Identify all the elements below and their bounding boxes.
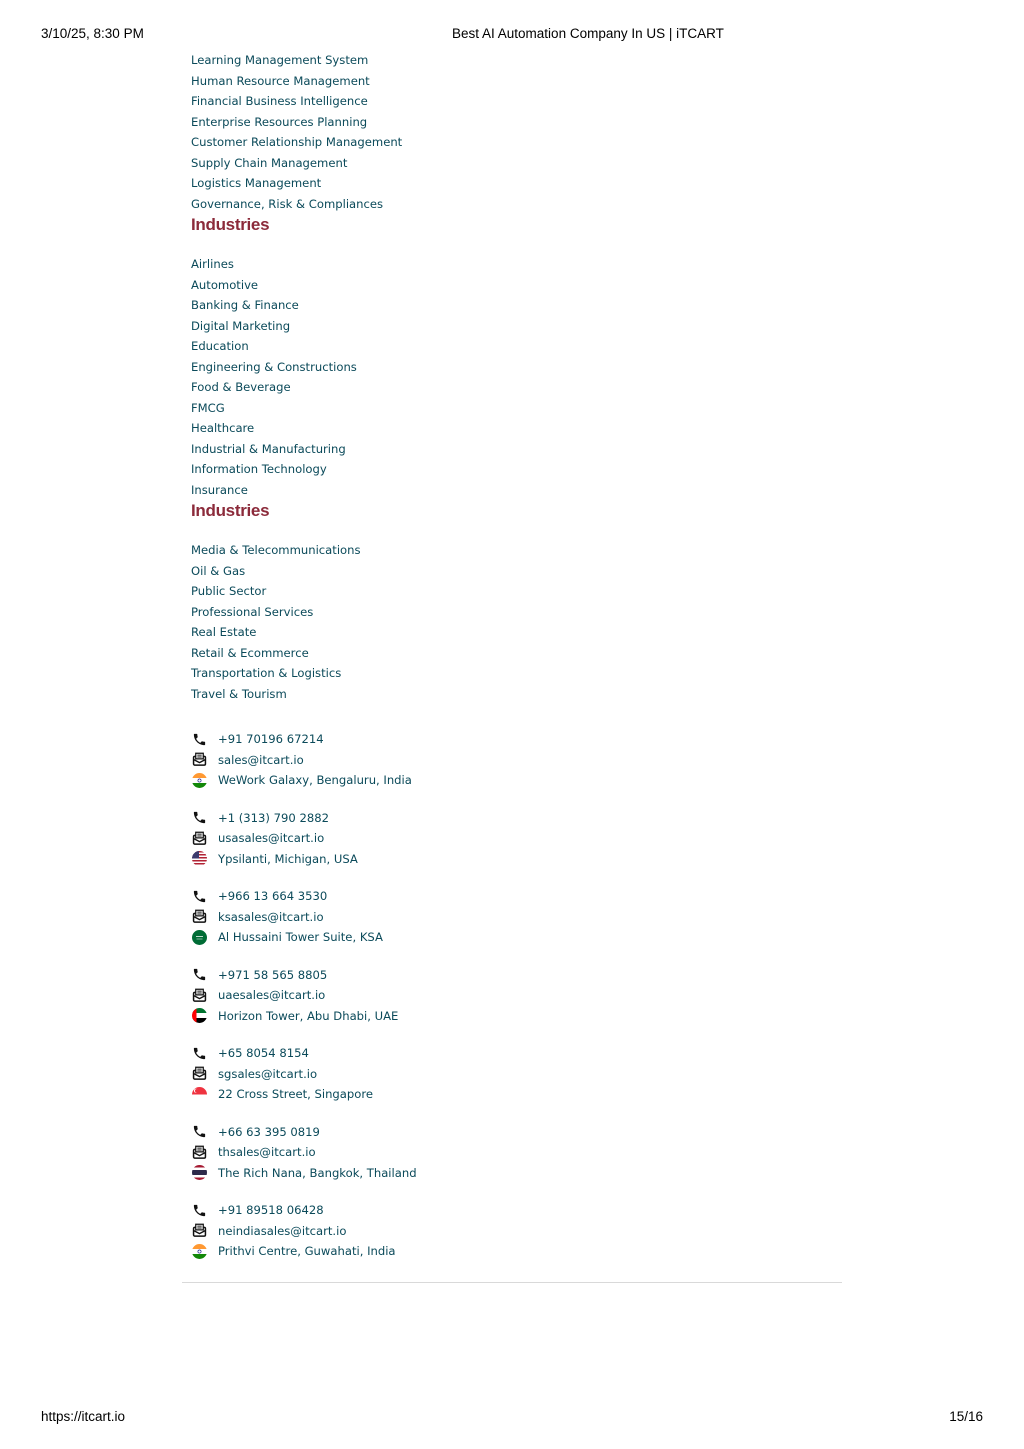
phone-link[interactable]: +971 58 565 8805 [218,967,328,982]
solution-link-enterprise-resources-planning[interactable]: Enterprise Resources Planning [191,114,368,129]
email-link-row[interactable] [191,828,841,849]
office-contact-block [191,1200,841,1262]
office-contact-block [191,1122,841,1184]
email-link[interactable]: sales@itcart.io [218,752,304,767]
industry-link-automotive[interactable]: Automotive [191,277,259,292]
phone-icon [191,810,207,826]
industry-link-digital-marketing[interactable]: Digital Marketing [191,318,291,333]
phone-link[interactable]: +91 70196 67214 [218,732,324,747]
office-address: Ypsilanti, Michigan, USA [218,851,358,866]
industry-link-real-estate[interactable]: Real Estate [191,625,257,639]
phone-link-row[interactable] [191,965,841,986]
phone-link-row[interactable] [191,729,841,750]
office-address-row [191,770,841,791]
phone-link-row[interactable] [191,808,841,829]
email-icon [191,830,207,846]
footer-divider [182,1282,842,1283]
industries-list-2 [191,540,841,704]
industry-link-information-technology[interactable]: Information Technology [191,462,327,476]
saudi-flag-icon [191,929,207,945]
industry-link-media-and-telecommunications[interactable]: Media & Telecommunications [191,543,361,557]
office-address-row [191,1241,841,1262]
office-address: 22 Cross Street, Singapore [218,1087,373,1102]
email-link[interactable]: ksasales@itcart.io [218,909,324,924]
industry-link-public-sector[interactable]: Public Sector [191,584,267,598]
phone-icon [191,1124,207,1140]
solutions-list [191,50,841,214]
email-link-row[interactable] [191,985,841,1006]
office-address-row [191,927,841,948]
phone-icon [191,731,207,747]
email-icon [191,987,207,1003]
office-contact-block [191,808,841,870]
phone-icon [191,967,207,983]
industries-list [191,254,841,500]
print-header [0,26,1024,44]
industry-link-insurance[interactable]: Insurance [191,482,248,497]
email-link-row[interactable] [191,750,841,771]
footer-content [191,50,841,1279]
email-link-row[interactable] [191,1221,841,1242]
email-link[interactable]: neindiasales@itcart.io [218,1223,347,1238]
print-page-title: Best AI Automation Company In US | iTCART [452,26,724,41]
solution-link-supply-chain-management[interactable]: Supply Chain Management [191,155,348,170]
industry-link-food-and-beverage[interactable]: Food & Beverage [191,380,291,394]
email-icon [191,1144,207,1160]
industry-link-education[interactable]: Education [191,339,249,353]
solution-link-logistics-management[interactable]: Logistics Management [191,176,322,190]
industry-link-industrial-and-manufacturing[interactable]: Industrial & Manufacturing [191,441,346,456]
office-address-row [191,849,841,870]
solution-link-learning-management-system[interactable]: Learning Management System [191,53,369,67]
email-link-row[interactable] [191,1142,841,1163]
uae-flag-icon [191,1008,207,1024]
office-address-row [191,1006,841,1027]
office-address: Prithvi Centre, Guwahati, India [218,1244,396,1259]
industry-link-engineering-and-constructions[interactable]: Engineering & Constructions [191,359,357,374]
office-address: WeWork Galaxy, Bengaluru, India [218,773,412,788]
phone-link-row[interactable] [191,1200,841,1221]
email-icon [191,752,207,768]
office-contact-block [191,729,841,791]
industry-link-transportation-and-logistics[interactable]: Transportation & Logistics [191,666,342,680]
office-address: Al Hussaini Tower Suite, KSA [218,930,383,945]
thailand-flag-icon [191,1165,207,1181]
email-link-row[interactable] [191,1064,841,1085]
india-flag-icon [191,1243,207,1259]
phone-icon [191,888,207,904]
phone-icon [191,1202,207,1218]
email-link[interactable]: thsales@itcart.io [218,1145,316,1160]
solution-link-human-resource-management[interactable]: Human Resource Management [191,73,370,88]
email-icon [191,1223,207,1239]
phone-link[interactable]: +966 13 664 3530 [218,889,328,904]
singapore-flag-icon [191,1086,207,1102]
industry-link-airlines[interactable]: Airlines [191,257,234,271]
industries-heading: Industries [191,215,270,234]
industry-link-oil-and-gas[interactable]: Oil & Gas [191,563,246,578]
office-address-row [191,1163,841,1184]
office-contact-block [191,965,841,1027]
industry-link-healthcare[interactable]: Healthcare [191,421,255,435]
office-address: The Rich Nana, Bangkok, Thailand [218,1165,417,1180]
print-url: https://itcart.io [41,1409,126,1424]
solution-link-customer-relationship-management[interactable]: Customer Relationship Management [191,135,403,149]
email-icon [191,909,207,925]
usa-flag-icon [191,851,207,867]
email-link[interactable]: sgsales@itcart.io [218,1066,318,1081]
office-contact-block [191,1043,841,1105]
email-link-row[interactable] [191,907,841,928]
office-address-row [191,1084,841,1105]
print-page-number: 15/16 [949,1409,983,1424]
solution-link-governance-risk-and-compliances[interactable]: Governance, Risk & Compliances [191,196,384,211]
email-link[interactable]: uaesales@itcart.io [218,988,326,1003]
email-link[interactable]: usasales@itcart.io [218,831,325,846]
office-address: Horizon Tower, Abu Dhabi, UAE [218,1008,399,1023]
industries-heading-2: Industries [191,501,270,520]
solution-link-financial-business-intelligence[interactable]: Financial Business Intelligence [191,94,368,108]
phone-link-row[interactable] [191,886,841,907]
print-datetime: 3/10/25, 8:30 PM [41,26,144,41]
industry-link-retail-and-ecommerce[interactable]: Retail & Ecommerce [191,645,309,660]
phone-link-row[interactable] [191,1122,841,1143]
industry-link-banking-and-finance[interactable]: Banking & Finance [191,298,299,312]
phone-link-row[interactable] [191,1043,841,1064]
phone-icon [191,1045,207,1061]
phone-link[interactable]: +66 63 395 0819 [218,1124,320,1139]
office-contact-block [191,886,841,948]
phone-link[interactable]: +91 89518 06428 [218,1203,324,1218]
phone-link[interactable]: +65 8054 8154 [218,1046,309,1061]
phone-link[interactable]: +1 (313) 790 2882 [218,810,329,825]
office-contacts [191,729,841,1262]
india-flag-icon [191,772,207,788]
email-icon [191,1066,207,1082]
industry-link-fmcg[interactable]: FMCG [191,400,225,415]
industry-link-professional-services[interactable]: Professional Services [191,604,314,619]
industry-link-travel-and-tourism[interactable]: Travel & Tourism [191,686,287,701]
